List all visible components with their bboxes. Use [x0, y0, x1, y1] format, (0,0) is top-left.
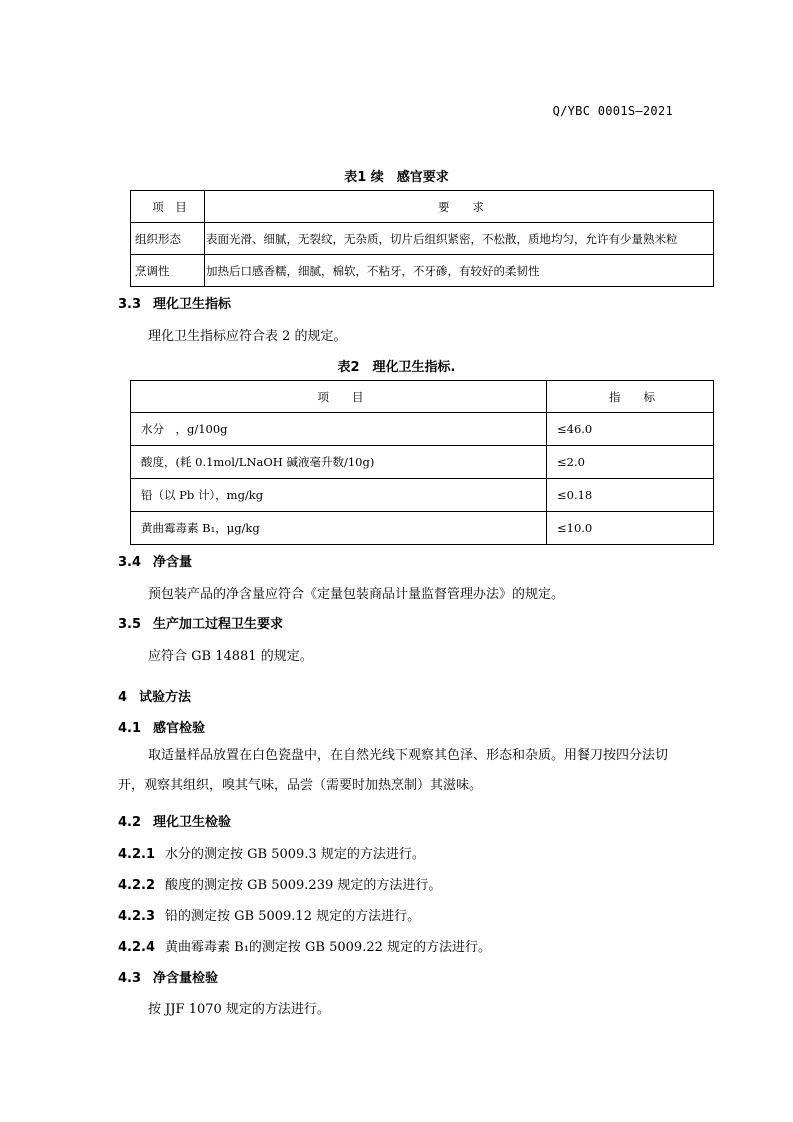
- section-3-3-text: 理化卫生指标应符合表 2 的规定。: [148, 329, 347, 344]
- section-number: 3.3: [118, 297, 142, 312]
- section-title: 理化卫生指标: [153, 297, 232, 312]
- table2-cell: 铅（以 Pb 计），mg/kg: [131, 479, 547, 512]
- table-row: [131, 255, 714, 287]
- table-row: [131, 479, 714, 512]
- section-3-5-text: 应符合 GB 14881 的规定。: [148, 649, 313, 664]
- section-number: 4: [118, 690, 128, 705]
- table1-head-item: 项 目: [131, 191, 205, 223]
- section-4-3-heading: [118, 967, 218, 986]
- table-row: [131, 223, 714, 255]
- section-number: 3.5: [118, 617, 142, 632]
- table-row: [131, 512, 714, 545]
- section-title: 净含量: [153, 555, 193, 570]
- subsection-number: 4.2.1: [118, 847, 156, 862]
- table1-header: [131, 191, 714, 223]
- subsection-4-2-2: [118, 874, 441, 893]
- subsection-4-2-4: [118, 936, 491, 955]
- section-3-5-heading: [118, 613, 283, 632]
- section-3-3-heading: [118, 293, 231, 312]
- table2-head-item: 项 目: [131, 381, 547, 413]
- subsection-text: 水分的测定按 GB 5009.3 规定的方法进行。: [165, 847, 425, 862]
- subsection-number: 4.2.4: [118, 940, 156, 955]
- subsection-text: 铅的测定按 GB 5009.12 规定的方法进行。: [165, 909, 421, 924]
- subsection-text: 黄曲霉毒素 B₁的测定按 GB 5009.22 规定的方法进行。: [165, 940, 492, 955]
- section-title: 理化卫生检验: [153, 815, 232, 830]
- table2-head-index: 指 标: [547, 381, 714, 413]
- subsection-number: 4.2.2: [118, 878, 156, 893]
- table1-cell: 加热后口感香糯，细腻，棉软，不粘牙，不牙碜，有较好的柔韧性: [205, 255, 714, 287]
- section-3-4-heading: [118, 551, 192, 570]
- section-title: 感官检验: [153, 721, 206, 736]
- table2-cell: ≤46.0: [547, 413, 714, 446]
- table1-cell: 表面光滑、细腻，无裂纹，无杂质，切片后组织紧密，不松散，质地均匀，允许有少量熟米粒: [205, 223, 714, 255]
- table2-cell: ≤0.18: [547, 479, 714, 512]
- table2-cell: ≤2.0: [547, 446, 714, 479]
- table2-caption: 表2 理化卫生指标.: [337, 360, 456, 375]
- section-number: 4.1: [118, 721, 142, 736]
- table2-cell: ≤10.0: [547, 512, 714, 545]
- section-number: 4.2: [118, 815, 142, 830]
- table2-cell: 酸度，(耗 0.1mol/LNaOH 碱液毫升数/10g): [131, 446, 547, 479]
- table1-head-req: 要 求: [205, 191, 714, 223]
- table1-caption: 表1 续 感官要求: [344, 170, 449, 185]
- subsection-text: 酸度的测定按 GB 5009.239 规定的方法进行。: [165, 878, 442, 893]
- section-title: 试验方法: [139, 690, 192, 705]
- section-4-1-text: 取适量样品放置在白色瓷盘中，在自然光线下观察其色泽、形态和杂质。用餐刀按四分法切开，观察其组织，嗅其气味，品尝（需要时加热烹制）其滋味。: [118, 748, 669, 793]
- table2-cell: 水分 ，g/100g: [131, 413, 547, 446]
- section-title: 净含量检验: [153, 971, 219, 986]
- section-4-2-heading: [118, 811, 231, 830]
- table2-cell: 黄曲霉毒素 B₁，μg/kg: [131, 512, 547, 545]
- section-number: 3.4: [118, 555, 142, 570]
- table1: [130, 190, 714, 287]
- subsection-4-2-3: [118, 905, 420, 924]
- table-row: [131, 446, 714, 479]
- table1-cell: 组织形态: [131, 223, 205, 255]
- section-4-heading: [118, 686, 191, 705]
- table-row: [131, 413, 714, 446]
- section-4-1-heading: [118, 717, 205, 736]
- section-number: 4.3: [118, 971, 142, 986]
- table2-header: [131, 381, 714, 413]
- subsection-4-2-1: [118, 843, 425, 862]
- section-title: 生产加工过程卫生要求: [153, 617, 284, 632]
- table2: [130, 380, 714, 545]
- section-4-3-text: 按 JJF 1070 规定的方法进行。: [148, 1002, 330, 1017]
- section-3-4-text: 预包装产品的净含量应符合《定量包装商品计量监督管理办法》的规定。: [148, 587, 565, 602]
- document-code: Q/YBC 0001S—2021: [552, 104, 673, 118]
- table1-cell: 烹调性: [131, 255, 205, 287]
- subsection-number: 4.2.3: [118, 909, 156, 924]
